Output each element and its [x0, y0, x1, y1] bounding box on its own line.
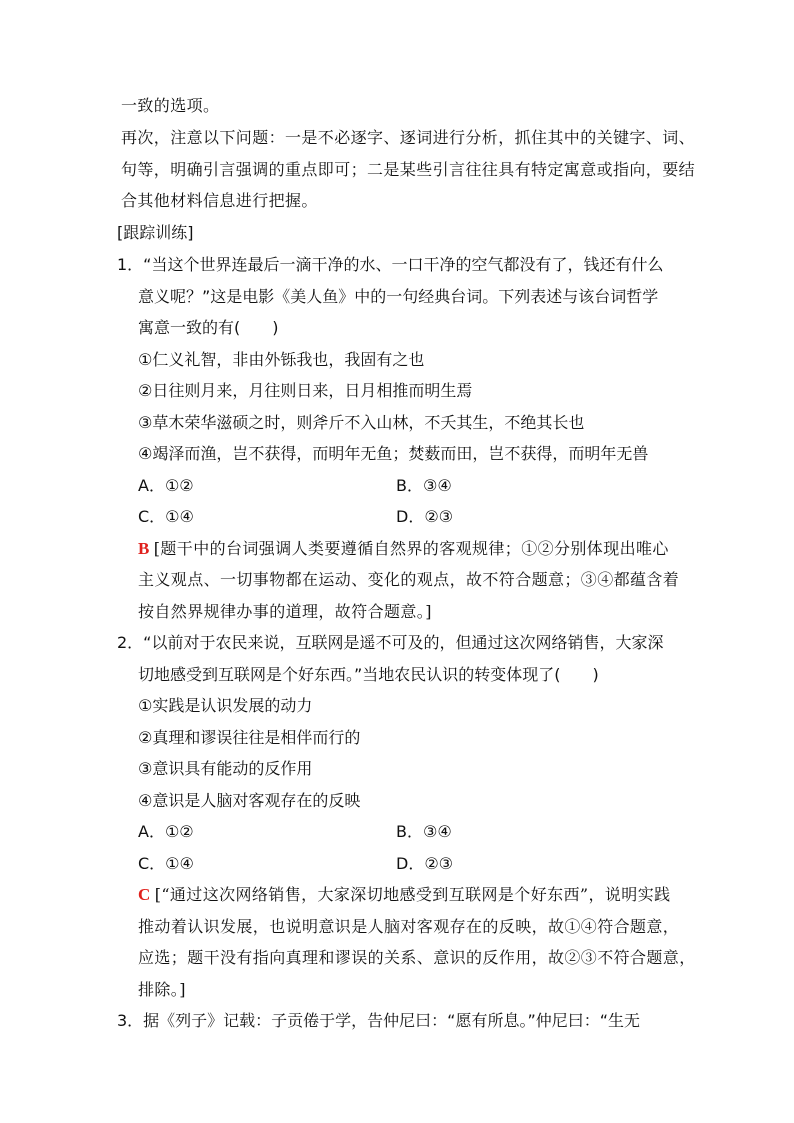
q2-option-b: B．③④ [396, 822, 452, 841]
intro-line-1: 一致的选项。 [121, 96, 220, 115]
q1-item-3: ③草木荣华滋硕之时，则斧斤不入山林，不夭其生，不绝其长也 [138, 413, 585, 432]
intro-line-4: 合其他材料信息进行把握。 [121, 191, 318, 210]
q1-explanation-line-1 [138, 538, 669, 560]
q1-stem-line-2: 意义呢？”这是电影《美人鱼》中的一句经典台词。下列表述与该台词哲学 [138, 287, 659, 306]
q1-option-b: B．③④ [396, 476, 452, 495]
q2-item-1: ①实践是认识发展的动力 [138, 696, 313, 715]
q2-explanation-line-3: 应选；题干没有指向真理和谬误的关系、意识的反作用，故②③不符合题意， [138, 948, 696, 967]
intro-line-3: 句等，明确引言强调的重点即可；二是某些引言往往具有特定寓意或指向，要结 [121, 160, 696, 179]
q2-option-a: A．①② [138, 822, 194, 841]
q2-explanation-line-4: 排除。] [138, 980, 186, 999]
q1-explanation-text-1: [题干中的台词强调人类要遵循自然界的客观规律；①②分别体现出唯心 [153, 539, 669, 558]
q1-option-a: A．①② [138, 476, 194, 495]
q1-item-1: ①仁义礼智，非由外铄我也，我固有之也 [138, 350, 425, 369]
q2-explanation-line-1 [138, 884, 671, 906]
q2-answer: C [138, 885, 151, 904]
q1-option-c: C．①④ [138, 507, 194, 526]
q2-item-3: ③意识具有能动的反作用 [138, 759, 313, 778]
intro-line-2: 再次，注意以下问题：一是不必逐字、逐词进行分析，抓住其中的关键字、词、 [121, 128, 696, 147]
q2-option-c: C．①④ [138, 854, 194, 873]
q1-explanation-line-2: 主义观点、一切事物都在运动、变化的观点，故不符合题意；③④都蕴含着 [138, 570, 680, 589]
q1-stem-line-3: 寓意一致的有( ) [138, 318, 279, 337]
q1-explanation-line-3: 按自然界规律办事的道理，故符合题意。] [138, 602, 432, 621]
q3-stem-line-1: 3．据《列子》记载：子贡倦于学，告仲尼曰：“愿有所息。”仲尼曰：“生无 [117, 1011, 641, 1030]
q2-stem-line-1: 2．“以前对于农民来说，互联网是遥不可及的，但通过这次网络销售，大家深 [117, 633, 664, 652]
q2-item-4: ④意识是人脑对客观存在的反映 [138, 791, 361, 810]
q2-option-d: D．②③ [396, 854, 454, 873]
q1-item-2: ②日往则月来，月往则日来，日月相推而明生焉 [138, 381, 473, 400]
q2-item-2: ②真理和谬误往往是相伴而行的 [138, 728, 361, 747]
q1-option-d: D．②③ [396, 507, 454, 526]
q1-answer: B [138, 539, 150, 558]
q1-stem-line-1: 1．“当这个世界连最后一滴干净的水、一口干净的空气都没有了，钱还有什么 [117, 255, 664, 274]
q2-stem-line-2: 切地感受到互联网是个好东西。”当地农民认识的转变体现了( ) [138, 665, 599, 684]
q2-explanation-line-2: 推动着认识发展，也说明意识是人脑对客观存在的反映，故①④符合题意， [138, 917, 680, 936]
q1-item-4: ④竭泽而渔，岂不获得，而明年无鱼；焚薮而田，岂不获得，而明年无兽 [138, 444, 649, 463]
q2-explanation-text-1: [“通过这次网络销售，大家深切地感受到互联网是个好东西”，说明实践 [154, 885, 671, 904]
section-label: [跟踪训练] [117, 223, 194, 242]
